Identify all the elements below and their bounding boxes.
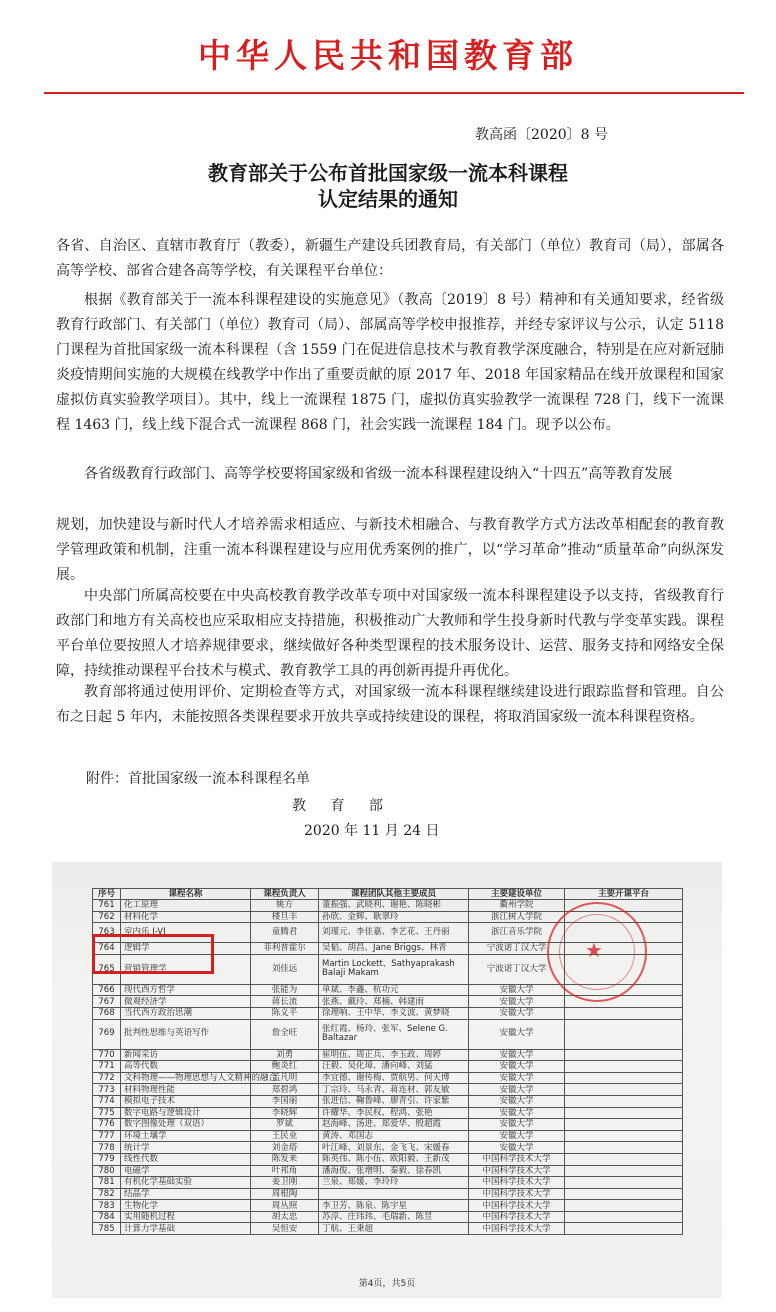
table-cell: 苏淳、庄玮玮、毛瑞新、陈昱 bbox=[319, 1211, 469, 1223]
table-cell: 批判性思维与英语写作 bbox=[121, 1019, 251, 1049]
table-cell: 童腾君 bbox=[251, 923, 319, 943]
table-cell: 785 bbox=[93, 1223, 121, 1235]
table-cell: 衢州学院 bbox=[469, 900, 565, 912]
table-cell: 769 bbox=[93, 1019, 121, 1049]
table-cell bbox=[565, 1223, 683, 1235]
table-cell: 安徽大学 bbox=[469, 1084, 565, 1096]
table-cell bbox=[565, 1084, 683, 1096]
table-row bbox=[93, 1072, 683, 1084]
table-cell: 叶江峰、刘景东、金飞飞、宋媛春 bbox=[319, 1142, 469, 1154]
table-cell: 安徽大学 bbox=[469, 1061, 565, 1073]
table-cell: 中国科学技术大学 bbox=[469, 1177, 565, 1189]
paragraph-1 bbox=[56, 288, 724, 438]
table-row bbox=[93, 1130, 683, 1142]
table-cell: Martin Lockett、Sathyaprakash Balaji Makam bbox=[319, 954, 469, 984]
table-cell: 刘瑾元、李佳嘉、李艺花、王丹丽 bbox=[319, 923, 469, 943]
table-cell: 浙江树人学院 bbox=[469, 911, 565, 923]
letterhead-divider bbox=[44, 92, 744, 94]
table-cell: 张进信、鞠鲁峰、廖青引、许家紫 bbox=[319, 1095, 469, 1107]
paragraph-4 bbox=[56, 584, 724, 684]
table-cell: 崔明伍、周正兵、李玉政、周婷 bbox=[319, 1049, 469, 1061]
highlight-box bbox=[92, 934, 214, 974]
table-cell: 761 bbox=[93, 900, 121, 912]
table-cell: 780 bbox=[93, 1165, 121, 1177]
issue-date: 2020 年 11 月 24 日 bbox=[304, 823, 440, 839]
table-cell: 李晓辉 bbox=[251, 1107, 319, 1119]
table-cell: 774 bbox=[93, 1095, 121, 1107]
table-cell: 安徽大学 bbox=[469, 996, 565, 1008]
table-cell bbox=[565, 1061, 683, 1073]
table-cell: 材料化学 bbox=[121, 911, 251, 923]
table-cell: 张燕、戴玲、郑楠、韩建雨 bbox=[319, 996, 469, 1008]
table-cell: 778 bbox=[93, 1142, 121, 1154]
table-cell: 姜卫刚 bbox=[251, 1177, 319, 1189]
table-cell: 丁宗玲、马永青、蒋连材、郭友敏 bbox=[319, 1084, 469, 1096]
table-cell: 768 bbox=[93, 1007, 121, 1019]
table-cell: 中国科学技术大学 bbox=[469, 1211, 565, 1223]
table-cell: 高等代数 bbox=[121, 1061, 251, 1073]
table-cell: 776 bbox=[93, 1119, 121, 1131]
table-cell: 菲利普霍尔 bbox=[251, 943, 319, 955]
table-cell: 电磁学 bbox=[121, 1165, 251, 1177]
table-cell: 蒋长流 bbox=[251, 996, 319, 1008]
table-cell: 赵海峰、汤进、郑爱华、殷超霞 bbox=[319, 1119, 469, 1131]
table-cell: 实用随机过程 bbox=[121, 1211, 251, 1223]
column-header: 序号 bbox=[93, 889, 121, 900]
table-cell: 安徽大学 bbox=[469, 984, 565, 996]
table-cell bbox=[565, 1119, 683, 1131]
table-cell: 单斌、李鑫、杭功元 bbox=[319, 984, 469, 996]
table-cell: 姚方 bbox=[251, 900, 319, 912]
table-cell: 逻辑学 bbox=[121, 943, 251, 955]
table-row bbox=[93, 1142, 683, 1154]
table-cell: 陈义平 bbox=[251, 1007, 319, 1019]
table-cell: 中国科学技术大学 bbox=[469, 1153, 565, 1165]
table-cell: 环境土壤学 bbox=[121, 1130, 251, 1142]
table-cell: 模拟电子技术 bbox=[121, 1095, 251, 1107]
table-row bbox=[93, 1019, 683, 1049]
table-cell: 李卫芳、陈泉、陈宇星 bbox=[319, 1200, 469, 1212]
table-cell: 有机化学基础实验 bbox=[121, 1177, 251, 1189]
table-cell: 中国科学技术大学 bbox=[469, 1165, 565, 1177]
table-cell: 叶邦角 bbox=[251, 1165, 319, 1177]
table-row bbox=[93, 1223, 683, 1235]
table-cell bbox=[565, 1072, 683, 1084]
paragraph-3-text: 规划，加快建设与新时代人才培养需求相适应、与新技术相融合、与教育教学方式方法改革相配套的教育教学管理政策和机制，注重一流本科课程建设与应用优秀案例的推广，以“学习革命”推动“质量革命”向纵深发展。 bbox=[56, 517, 724, 583]
paragraph-2 bbox=[56, 462, 724, 487]
table-cell bbox=[565, 1049, 683, 1061]
addressee bbox=[56, 234, 724, 284]
table-cell bbox=[565, 1107, 683, 1119]
signature: 教 育 部 bbox=[292, 798, 393, 814]
table-cell: 结晶学 bbox=[121, 1188, 251, 1200]
table-cell: 766 bbox=[93, 984, 121, 996]
table-cell: 安徽大学 bbox=[469, 1072, 565, 1084]
page-number: 第4页，共5页 bbox=[358, 1279, 416, 1289]
table-cell: 楼旦丰 bbox=[251, 911, 319, 923]
table-row bbox=[93, 1177, 683, 1189]
table-cell: 董振强、武晓利、谢艳、陈晓彬 bbox=[319, 900, 469, 912]
table-cell: 新闻采访 bbox=[121, 1049, 251, 1061]
table-cell: 黄涛、邓国志 bbox=[319, 1130, 469, 1142]
table-cell: 兰泉、郑媛、李玲玲 bbox=[319, 1177, 469, 1189]
table-row bbox=[93, 1049, 683, 1061]
column-header: 课程名称 bbox=[121, 889, 251, 900]
table-cell: 770 bbox=[93, 1049, 121, 1061]
paragraph-4-text: 中央部门所属高校要在中央高校教育教学改革专项中对国家级一流本科课程建设予以支持，省级教育行政部门和地方有关高校也应采取相应支持措施，积极推动广大教师和学生投身新时代教与学变革实践。课程平台单位要按照人才培养规律要求，继续做好各种类型课程的技术服务设计、运营、服务支持和网络安全保障，持续推动课程平台技术与模式、教育教学工具的再创新再提升再优化。 bbox=[56, 588, 724, 679]
table-cell bbox=[565, 1153, 683, 1165]
table-cell bbox=[565, 1130, 683, 1142]
official-seal bbox=[547, 902, 647, 1002]
column-header: 主要开课平台 bbox=[565, 889, 683, 900]
table-cell: 771 bbox=[93, 1061, 121, 1073]
table-cell bbox=[565, 1200, 683, 1212]
table-row bbox=[93, 1200, 683, 1212]
table-cell: 中国科学技术大学 bbox=[469, 1223, 565, 1235]
column-header: 课程负责人 bbox=[251, 889, 319, 900]
table-cell: 周丛照 bbox=[251, 1200, 319, 1212]
table-cell: 汪毅、吴化璋、潘向峰、刘猛 bbox=[319, 1061, 469, 1073]
table-cell: 767 bbox=[93, 996, 121, 1008]
table-row bbox=[93, 1165, 683, 1177]
paragraph-5 bbox=[56, 680, 724, 730]
table-cell: 775 bbox=[93, 1107, 121, 1119]
table-cell: 孟凡明 bbox=[251, 1072, 319, 1084]
table-cell: 张能为 bbox=[251, 984, 319, 996]
paragraph-3 bbox=[56, 513, 724, 588]
table-cell: 数字电路与逻辑设计 bbox=[121, 1107, 251, 1119]
table-row bbox=[93, 1211, 683, 1223]
table-cell bbox=[565, 1095, 683, 1107]
table-row bbox=[93, 1061, 683, 1073]
table-cell: 安徽大学 bbox=[469, 1095, 565, 1107]
table-cell: 当代西方政治思潮 bbox=[121, 1007, 251, 1019]
table-cell: 微观经济学 bbox=[121, 996, 251, 1008]
table-cell: 安徽大学 bbox=[469, 1049, 565, 1061]
table-cell: 吴韬、胡昌、Jane Briggs、林青 bbox=[319, 943, 469, 955]
table-cell: 材料物理性能 bbox=[121, 1084, 251, 1096]
table-cell: 室内乐 I-VI bbox=[121, 923, 251, 943]
table-cell: 783 bbox=[93, 1200, 121, 1212]
table-cell: 777 bbox=[93, 1130, 121, 1142]
title-line-1: 教育部关于公布首批国家级一流本科课程 bbox=[208, 161, 568, 185]
table-cell: 764 bbox=[93, 943, 121, 955]
table-cell: 统计学 bbox=[121, 1142, 251, 1154]
table-header-row bbox=[93, 889, 683, 900]
table-cell: 安徽大学 bbox=[469, 1130, 565, 1142]
table-cell: 安徽大学 bbox=[469, 1142, 565, 1154]
table-cell: 孙欣、金辉、耿翠玲 bbox=[319, 911, 469, 923]
table-cell: 779 bbox=[93, 1153, 121, 1165]
table-cell: 鲍炎红 bbox=[251, 1061, 319, 1073]
table-cell: 陈英伟、陈小伍、欧阳毅、王新茂 bbox=[319, 1153, 469, 1165]
letterhead: 中华人民共和国教育部 bbox=[198, 36, 578, 75]
table-row bbox=[93, 1084, 683, 1096]
table-cell: 刘金塔 bbox=[251, 1142, 319, 1154]
table-cell: 安徽大学 bbox=[469, 1107, 565, 1119]
table-cell: 安徽大学 bbox=[469, 1019, 565, 1049]
table-cell: 中国科学技术大学 bbox=[469, 1188, 565, 1200]
table-cell: 线性代数 bbox=[121, 1153, 251, 1165]
table-cell: 计算力学基础 bbox=[121, 1223, 251, 1235]
paragraph-5-text: 教育部将通过使用评价、定期检查等方式，对国家级一流本科课程继续建设进行跟踪监督和管理。自公布之日起 5 年内，未能按照各类课程要求开放共享或持续建设的课程，将取消国家级一流本科课程资格。 bbox=[56, 684, 724, 725]
table-cell bbox=[565, 1211, 683, 1223]
seal-star-icon: ★ bbox=[585, 938, 603, 962]
table-cell: 徐理响、王中华、李义波、黄梦晓 bbox=[319, 1007, 469, 1019]
table-cell: 周根陶 bbox=[251, 1188, 319, 1200]
table-row bbox=[93, 1007, 683, 1019]
addressee-text: 各省、自治区、直辖市教育厅（教委），新疆生产建设兵团教育局，有关部门（单位）教育司（局），部属各高等学校、部省合建各高等学校，有关课程平台单位： bbox=[56, 238, 724, 279]
table-cell: 詹全旺 bbox=[251, 1019, 319, 1049]
table-cell: 文科物理——物理思想与人文精神的融合 bbox=[121, 1072, 251, 1084]
table-cell: 化工原理 bbox=[121, 900, 251, 912]
table-cell: 782 bbox=[93, 1188, 121, 1200]
table-cell: 数字图像处理（双语） bbox=[121, 1119, 251, 1131]
table-cell: 773 bbox=[93, 1084, 121, 1096]
table-cell bbox=[565, 1165, 683, 1177]
table-cell bbox=[565, 1188, 683, 1200]
paragraph-2-text: 各省级教育行政部门、高等学校要将国家级和省级一流本科课程建设纳入“十四五”高等教育发展 bbox=[84, 466, 673, 482]
column-header: 课程团队其他主要成员 bbox=[319, 889, 469, 900]
table-cell: 763 bbox=[93, 923, 121, 943]
table-cell: 784 bbox=[93, 1211, 121, 1223]
table-cell: 762 bbox=[93, 911, 121, 923]
table-cell: 郑碧鸿 bbox=[251, 1084, 319, 1096]
table-cell: 刘佳远 bbox=[251, 954, 319, 984]
table-row bbox=[93, 1119, 683, 1131]
table-cell bbox=[565, 1007, 683, 1019]
document-title bbox=[0, 160, 776, 212]
table-photo bbox=[52, 862, 722, 1298]
table-row bbox=[93, 1153, 683, 1165]
table-cell: 宁波诺丁汉大学 bbox=[469, 943, 565, 955]
table-row bbox=[93, 1095, 683, 1107]
table-cell: 宁波诺丁汉大学 bbox=[469, 954, 565, 984]
table-cell: 刘勇 bbox=[251, 1049, 319, 1061]
table-cell: 许耀华、李民权、程鸿、张艳 bbox=[319, 1107, 469, 1119]
table-cell bbox=[319, 1188, 469, 1200]
document-number: 教高函〔2020〕8 号 bbox=[475, 127, 608, 143]
title-line-2: 认定结果的通知 bbox=[318, 187, 458, 211]
table-row bbox=[93, 1107, 683, 1119]
attachment-line: 附件：首批国家级一流本科课程名单 bbox=[86, 771, 310, 787]
table-cell: 张红霞、杨玲、张军、Selene G. Baltazar bbox=[319, 1019, 469, 1049]
table-cell: 李宜德、谢传梅、贾航男、何天博 bbox=[319, 1072, 469, 1084]
table-cell bbox=[565, 1142, 683, 1154]
table-cell: 营销管理学 bbox=[121, 954, 251, 984]
table-cell bbox=[565, 1177, 683, 1189]
table-cell: 李国丽 bbox=[251, 1095, 319, 1107]
table-cell: 陈发来 bbox=[251, 1153, 319, 1165]
table-cell bbox=[565, 1019, 683, 1049]
table-cell: 781 bbox=[93, 1177, 121, 1189]
table-cell: 浙江音乐学院 bbox=[469, 923, 565, 943]
table-cell: 765 bbox=[93, 954, 121, 984]
column-header: 主要建设单位 bbox=[469, 889, 565, 900]
table-row bbox=[93, 1188, 683, 1200]
table-cell: 现代西方哲学 bbox=[121, 984, 251, 996]
table-cell: 吴恒安 bbox=[251, 1223, 319, 1235]
table-cell: 安徽大学 bbox=[469, 1007, 565, 1019]
table-cell: 772 bbox=[93, 1072, 121, 1084]
table-cell: 生物化学 bbox=[121, 1200, 251, 1212]
table-cell: 中国科学技术大学 bbox=[469, 1200, 565, 1212]
table-cell: 罗斌 bbox=[251, 1119, 319, 1131]
table-cell: 王民业 bbox=[251, 1130, 319, 1142]
table-cell: 潘海俊、张增明、秦毅、徐春凯 bbox=[319, 1165, 469, 1177]
table-cell: 丁航、王秉超 bbox=[319, 1223, 469, 1235]
paragraph-1-text: 根据《教育部关于一流本科课程建设的实施意见》（教高〔2019〕8 号）精神和有关通知要求，经省级教育行政部门、有关部门（单位）教育司（局）、部属高等学校申报推荐，并经专家评议与公示，认定 5118 门课程为首批国家级一流本科课程（含 1559 门在促进信息技术与教育教学深度融合，特别是在应对新冠肺炎疫情期间实施的大规模在线教学中作出了重要贡献的原 2017 年、2018 年国家精品在线开放课程和国家虚拟仿真实验教学项目）。其中，线上一流课程 1875 门，虚拟仿真实验教学一流课程 728 门，线下一流课程 1463 门，线上线下混合式一流课程 868 门，社会实践一流课程 184 门。现予以公布。 bbox=[56, 292, 724, 433]
table-cell: 胡太忠 bbox=[251, 1211, 319, 1223]
table-cell: 安徽大学 bbox=[469, 1119, 565, 1131]
